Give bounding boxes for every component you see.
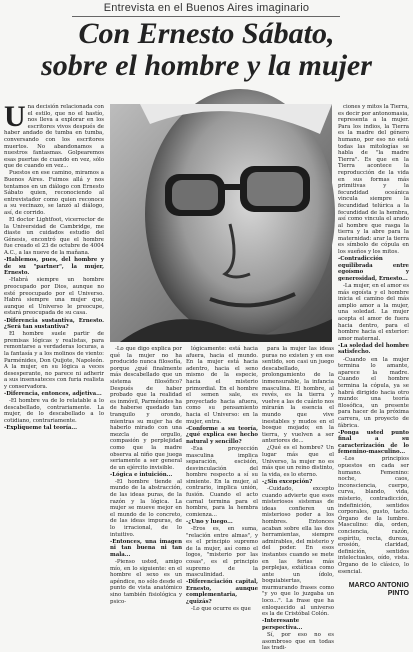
question: -¿Uno y luego...	[186, 518, 233, 525]
paragraph: -Cuando en la mujer termina lo amante, aparece la madre. Cuando el hombre termina la cópula, ya se habrá dirigido hacia otro mundo: una teoría filosófica, un presente para hacer de la próxima carrera, un proyecto de fábrica.	[338, 356, 409, 429]
paragraph: -Esa proyección masculina implica separación, escisión, desvinculación del hombre respecto a sí su simiente. En la mujer, al contrario, implica unión, fusión. Cuando el acto carnal termina para el hombre, para la hembra comienza...	[186, 445, 258, 518]
paragraph: -Pienso usted, amigo mío, en lo siguiente: en el hombre el sexo es un apéndice, no sólo desde el punto de vista anatómico sino también fisiológica y psico-	[110, 559, 182, 605]
paragraph: Sí, por eso no es asombroso que en todas las tradi-	[262, 632, 334, 652]
paragraph: -El hombre va de lo relatable a lo descabellado, contrariamente. La mujer, de lo descabellado a lo cotidiano, contrariamente.	[4, 398, 104, 424]
question: -La soledad del hombre satisfecho.	[338, 342, 409, 356]
column-4	[262, 346, 334, 652]
column-5	[338, 104, 409, 576]
author-byline	[349, 582, 409, 598]
paragraph: -Lo que digo explica por qué la mujer no ha producido nunca filosofía, porque ¿qué finalmente más descabellado que un sistema filosófico? Después de haber probado que la realidad es inmóvil, Parménides ha de haberse quedado tan tranquilo y orondo, mientras su mujer ha de haberlo mirado con una mezcla de orgullo, compasión y perplejidad como que la madre observa al niño que juega seriamente a ser general de un ejército invisible.	[110, 346, 182, 471]
paragraph: ¿Qué es el hombre? Un lugar más que el Universo, la mujer no es más que un reino distinto, la vida, es lo eterno.	[262, 445, 334, 478]
byline-name: MARCO ANTONIO	[348, 582, 409, 589]
paragraph: ciones y mitos la Tierra, es decir por antonomasia, representa a la mujer. Para los indios, la Tierra es la madre del género humano, por eso no está todas las mitologías se habla de "la madre Tierra". Es que en la Tierra acontece la reproducción de la vida en sus formas más primitivas y la fecundidad oceánica vincula siempre la fecundidad telúrica a la fecundidad de la hembra, así como vincula el arado al hombre que rasga la tierra y la abre para la maternidad: arar la tierra es símbolo de cópula en los sueños y los mitos.	[338, 104, 409, 256]
paragraph: lógicamente: está hacia afuera, hacia el mundo. En la mujer está hacia adentro, hacia el seno mismo de la especie, hacia el misterio primordial. En el hombre el semen sale, es proyectado hacia afuera, como su pensamiento hacia el Universo: en la mujer, entra.	[186, 346, 258, 425]
question: -Lógica e intuición...	[110, 471, 173, 478]
paragraph: Puestos en ese camino, miramos a Buenos Aires. Fuimos allá y nos tentamos en un diálogo con Ernesto Sábato quien, reconociendo al entrevistador como quien reconoce a su vecinazo, se lanzó al diálogo, así, de corrido.	[4, 170, 104, 216]
headline-line-1: Con Ernesto Sábato,	[78, 17, 335, 50]
question: -¿Sin excepción?	[262, 478, 313, 485]
paragraph: -El hombre tiende al mundo de la abstracción, de las ideas puras, de la razón y la lógica. La mujer se mueve mejor en el mundo de lo concreto, de las ideas impuras, de lo irracional, de lo intuitivo.	[110, 478, 182, 538]
paragraph: -La mujer, en el amor es más egoísta y el hombre inicia el camino del más amplio amor a la mujer, una soledad. La mujer acepta el amor de fuera hacia dentro, para el hombre hacia el exterior: amor maternal.	[338, 283, 410, 342]
question: -Diferencia, entonces, adjetiva...	[4, 391, 102, 398]
headline	[0, 18, 413, 82]
column-2	[110, 346, 182, 605]
question: -Conforme a su teoría, ¿qué explica ese hecho natural y sencillo?	[186, 425, 258, 445]
paragraph: El hombre suele partir de premisas lógicas y realistas, para remontarse a verdaderas locuras, a la fantasía y a los molinos de viento: Parménides, Don Quijote, Napoleón. A la mujer, en su lógica a veces desesperante, no parece ni adherir a sus insensateces con furia realista y conservadora.	[4, 331, 104, 390]
byline-surname: PINTO	[387, 590, 409, 597]
question: -Interesante perspectiva...	[262, 618, 303, 631]
intro-paragraph: na decisión relacionada con el estilo, que no el hastío, nos lleva a explorar en los escritores vivos después de haber andado de tumba en tumba, conversando con los escritores muertos. No abandonamos a nuestros fantasmas. Golpearemos esas puertas de cuando en vez, sólo que de cuando en vez...	[4, 104, 104, 170]
column-3	[186, 346, 258, 613]
paragraph: -Habrá siempre un hombre preocupado por Dios, aunque no esté preocupado por el Universo. Habrá siempre una mujer que, aunque el Universo le preocupe, estará preocupada de su casa.	[4, 277, 104, 317]
headline-line-2: sobre el hombre y la mujer	[41, 49, 372, 82]
column-1	[4, 100, 104, 596]
question: -Explíqueme tal teoría...	[4, 425, 77, 431]
paragraph: -Cuidado, excepto cuando advierte que esos misteriosos sistemas de ideas confieren un misterioso poder a los hombres. Entonces acaban sobre ella las dos herramientas, siempre admirables, del misterio y del poder. En esos instantes cuando se mete en las ferias más perplejas, extáticas como ante un ídolo, boquiabiertas, murmurando frases como "y yo que lo juzgaba un loco...". La frase que ha enloquecido al universo es la de Cristóbal Colón.	[262, 485, 334, 618]
question: -Hablemos, pues, del hombre y de su "partner", la mujer, Ernesto.	[4, 257, 104, 277]
paragraph: -Lo que ocurre es que	[191, 606, 251, 613]
paragraph: para la mujer las ideas puras no existen y en ese sentido, son casi un juego descabellado, prolongamiento de la inmensurable, la infancia masculina. El hombre, al revés, es la tierra y vuelve a las de cuánto nos mirarán la esencia el mundo que vive inestables y mudos en el bosque mojado; en la tierra, y vuelven a ser anteriores de...	[262, 346, 334, 445]
paragraph: El doctor Lightfoot, vicerrector de la Universidad de Cambridge, me diaste un cuidados estudio del Génesis, encontró que el hombre fue creado el 23 de octubre de 4004 A.C., a las nueve de la mañana.	[4, 217, 104, 257]
question: -Entonces, una imagen ni tan buena ni tan mala...	[110, 538, 182, 558]
author-portrait-photo	[110, 104, 332, 342]
section-kicker: Entrevista en el Buenos Aires imaginario	[103, 2, 310, 14]
question: -Diferenciación capital, Ernesto, aunque complementaria, ¿quizás?	[186, 579, 258, 606]
paragraph: -Los principios opuestos en cada ser humano. Femenino: noche, caos, inconsciencia, cuerpo, curva, blando, vida, misterio, contradicción, indefinición, sentidos corporales, gusto, tacto. Órgano de la lumbre. Masculino: día, orden, conciencia, razón, espíritu, recta, dureza, erosión, claridad, definición, sentidos intelectuales, oído, vista. Órgano de lo clásico, lo esencial.	[338, 456, 409, 575]
paragraph: -Eros es, en suma, "relación entre almas", y es el principio supremo de la mujer, así como el logos, "misterio por las cosas", es el principio supremo de la masculinidad.	[186, 526, 258, 579]
question: -Diferencia sustantiva, Ernesto. ¿Será tan sustantiva?	[4, 317, 104, 331]
question: -Ponga usted punto final a su caracterización de lo femenino-masculino...	[338, 429, 409, 456]
drop-cap: U	[4, 100, 26, 133]
question: -Contradicción equilibrada entre egoísmo y generosidad, Ernesto...	[338, 256, 409, 282]
